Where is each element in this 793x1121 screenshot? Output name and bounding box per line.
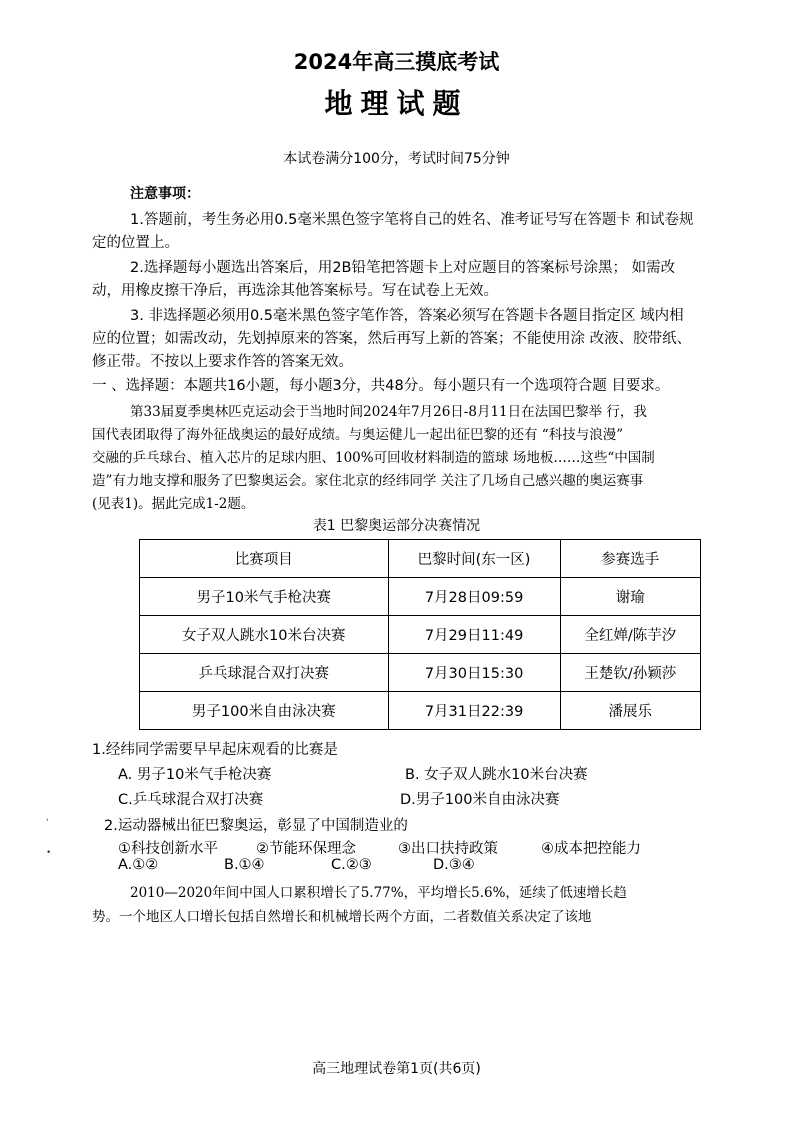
question-2-option-d: D.③④: [433, 857, 475, 873]
margin-mark: •: [46, 848, 52, 858]
notice-line: 2.选择题每小题选出答案后，用2B铅笔把答题卡上对应题目的答案标号涂黑； 如需改: [130, 260, 676, 276]
table-cell: 女子双人跳水10米台决赛: [140, 616, 389, 654]
question-2-item: ①科技创新水平: [118, 841, 218, 857]
question-2-item: ③出口扶持政策: [398, 841, 498, 857]
table-cell: 全红婵/陈芋汐: [560, 616, 700, 654]
results-table: [139, 539, 701, 730]
passage-line: 国代表团取得了海外征战奥运的最好成绩。与奥运健儿一起出征巴黎的还有 “科技与浪漫”: [92, 427, 624, 443]
page-footer: 高三地理试卷第1页(共6页): [312, 1061, 481, 1077]
notice-line: 1.答题前，考生务必用0.5毫米黑色签字笔将自己的姓名、准考证号写在答题卡 和试卷规: [130, 212, 694, 228]
table-header-cell: 比赛项目: [140, 540, 389, 578]
table-row: [140, 692, 701, 730]
question-2-stem: 2.运动器械出征巴黎奥运，彰显了中国制造业的: [104, 818, 408, 834]
exam-info: 本试卷满分100分，考试时间75分钟: [283, 151, 510, 167]
table-header-cell: 参赛选手: [560, 540, 700, 578]
table-cell: 王楚钦/孙颖莎: [560, 654, 700, 692]
notice-line: 定的位置上。: [92, 235, 179, 251]
question-2-item: ④成本把控能力: [541, 841, 641, 857]
table-header-row: [140, 540, 701, 578]
table-cell: 潘展乐: [560, 692, 700, 730]
question-1-option-b: B. 女子双人跳水10米台决赛: [405, 767, 588, 783]
notice-line: 3. 非选择题必须用0.5毫米黑色签字笔作答，答案必须写在答题卡各题目指定区 域内相: [130, 308, 684, 324]
margin-mark: ': [46, 818, 49, 828]
question-1-option-c: C.乒乓球混合双打决赛: [118, 792, 264, 808]
question-1-stem: 1.经纬同学需要早早起床观看的比赛是: [92, 742, 338, 758]
question-1-option-d: D.男子100米自由泳决赛: [400, 792, 560, 808]
table-cell: 乒乓球混合双打决赛: [140, 654, 389, 692]
passage-line: 交融的乒乓球台、植入芯片的足球内胆、100%可回收材料制造的篮球 场地板……这些“中国制: [92, 450, 655, 466]
passage-line: 势。一个地区人口增长包括自然增长和机械增长两个方面，二者数值关系决定了该地: [92, 909, 592, 925]
passage-line: 造”有力地支撑和服务了巴黎奥运会。家住北京的经纬同学 关注了几场自己感兴趣的奥运赛事: [92, 473, 644, 489]
section-heading: 一 、选择题：本题共16小题，每小题3分，共48分。每小题只有一个选项符合题 目要求。: [92, 378, 670, 394]
table-cell: 谢瑜: [560, 578, 700, 616]
notice-heading: 注意事项：: [130, 186, 200, 202]
question-2-option-b: B.①④: [224, 857, 265, 873]
table-cell: 7月29日11:49: [388, 616, 560, 654]
notice-line: 动，用橡皮擦干净后，再选涂其他答案标号。写在试卷上无效。: [92, 283, 498, 299]
table-row: [140, 616, 701, 654]
table-caption: 表1 巴黎奥运部分决赛情况: [312, 518, 481, 534]
question-2-item: ②节能环保理念: [256, 841, 356, 857]
question-1-option-a: A. 男子10米气手枪决赛: [118, 767, 272, 783]
passage-line: 2010—2020年间中国人口累积增长了5.77%，平均增长5.6%，延续了低速增长趋: [130, 885, 627, 901]
exam-title: 2024年高三摸底考试: [293, 50, 500, 74]
table-cell: 7月28日09:59: [388, 578, 560, 616]
subject-title: 地理试题: [324, 87, 469, 120]
table-cell: 7月30日15:30: [388, 654, 560, 692]
table-header-cell: 巴黎时间(东一区): [388, 540, 560, 578]
table-cell: 男子10米气手枪决赛: [140, 578, 389, 616]
question-2-option-c: C.②③: [331, 857, 372, 873]
passage-line: 第33届夏季奥林匹克运动会于当地时间2024年7月26日-8月11日在法国巴黎举 行，我: [130, 404, 647, 420]
notice-line: 修正带。不按以上要求作答的答案无效。: [92, 354, 353, 370]
table-cell: 男子100米自由泳决赛: [140, 692, 389, 730]
table-row: [140, 578, 701, 616]
notice-line: 应的位置；如需改动，先划掉原来的答案，然后再写上新的答案；不能使用涂 改液、胶带纸、: [92, 331, 692, 347]
question-2-option-a: A.①②: [118, 857, 159, 873]
table-cell: 7月31日22:39: [388, 692, 560, 730]
table-row: [140, 654, 701, 692]
passage-line: (见表1)。据此完成1-2题。: [92, 496, 255, 512]
